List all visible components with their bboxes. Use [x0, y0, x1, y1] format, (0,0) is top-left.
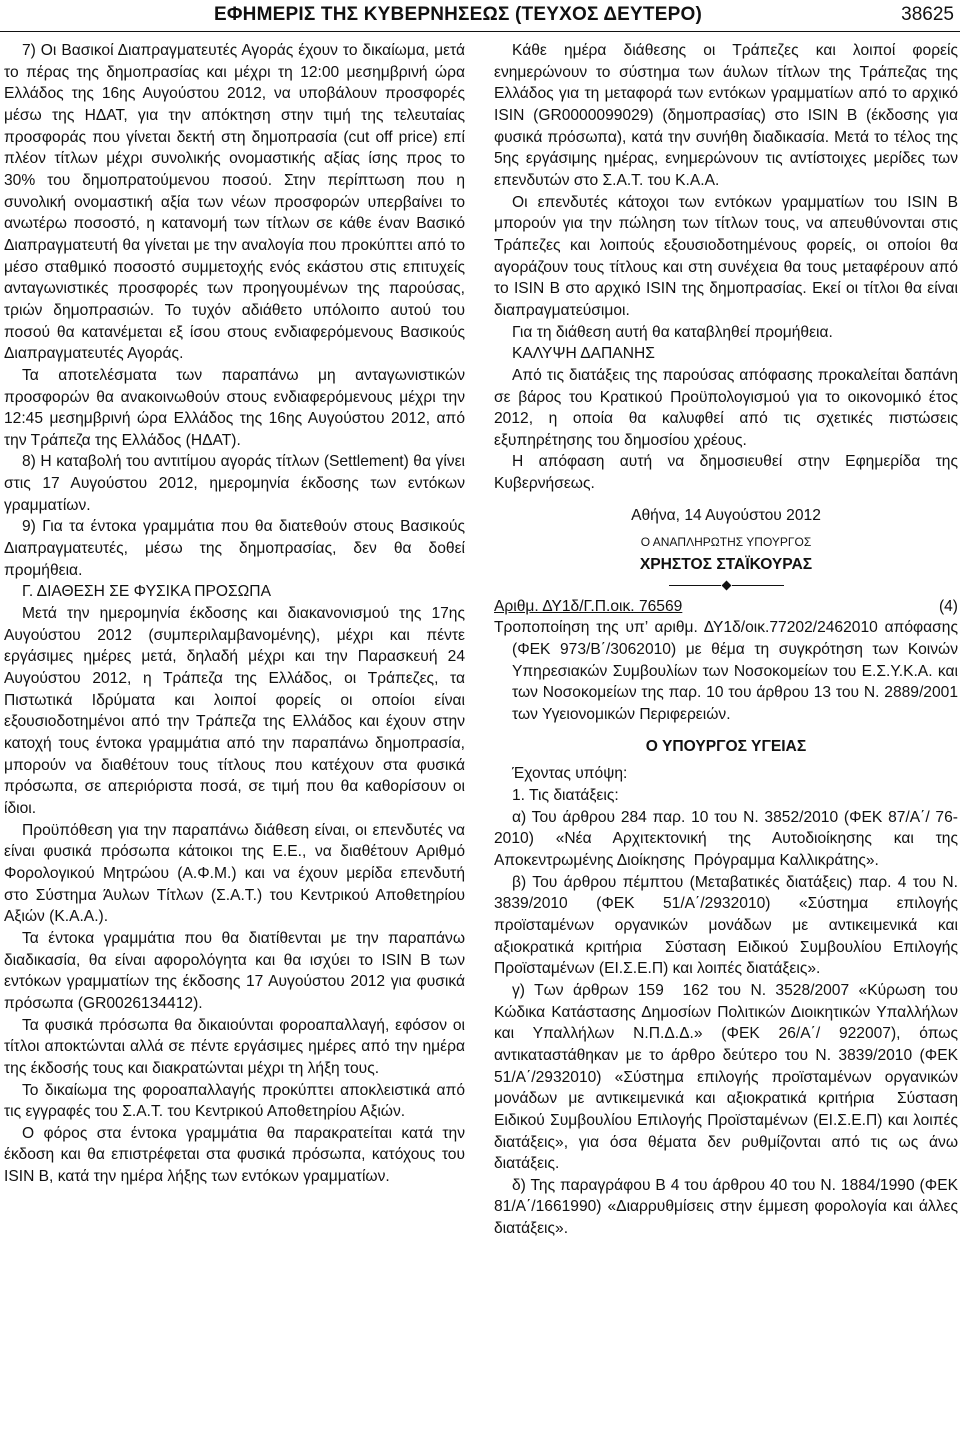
paragraph: 9) Για τα έντοκα γραμμάτια που θα διατεθούν στους Βασικούς Διαπραγματευτές, μέσω της δημοπρασίας, δεν θα δοθεί προμήθεια.	[4, 518, 465, 579]
diamond-icon	[721, 581, 731, 591]
paragraph: Τα φυσικά πρόσωπα θα δικαιούνται φοροαπαλλαγή, εφόσον οι τίτλοι αποκτώνται αλλά σε πέντε εργάσιμες ημέρες από την ημέρα της έκδοσής τους και διακρατώνται μέχρι τη λήξη τους.	[4, 1016, 465, 1077]
header-rule	[0, 31, 960, 32]
signatory-name: ΧΡΗΣΤΟΣ ΣΤΑΪΚΟΥΡΑΣ	[639, 556, 813, 574]
paragraph: Προϋπόθεση για την παραπάνω διάθεση είναι, οι επενδυτές να είναι φυσικά πρόσωπα κάτοικοι της Ε.Ε., να διαθέτουν Αριθμό Φορολογικού Μητρώου (Α.Φ.Μ.) και να έχουν μερίδα επενδυτή στο Σύστημα Άυλων Τίτλων (Σ.Α.Τ.) του Κεντρικού Αποθετηρίου Αξιών (Κ.Α.Α.).	[4, 821, 465, 926]
paragraph: Τα έντοκα γραμμάτια που θα διατίθενται με την παραπάνω διαδικασία, θα είναι αφορολόγητα και θα ισχύει το ISIN B των εντόκων γραμματίων της έκδοσης 17 Αυγούστου 2012 για φυσικά πρόσωπα (GR0026134412).	[4, 929, 465, 1012]
provision-item: β) Του άρθρου πέμπτου (Μεταβατικές διατάξεις) παρ. 4 του Ν. 3839/2010 (ΦΕΚ 51/Α΄/2932010) «Σύστημα επιλογής προϊσταμένων οργανικών μονάδων με αντικειμενικά και αξιοκρατικά κριτήρια Σύσταση Ειδικού Συμβουλίου Επιλογής Προϊσταμένων (ΕΙ.Σ.Ε.Π) και λοιπές διατάξεις».	[494, 873, 958, 978]
paragraph: Μετά την ημερομηνία έκδοσης και διακανονισμού της 17ης Αυγούστου 2012 (συμπεριλαμβανομένης), μέχρι και πέντε εργάσιμες ημέρες μετά, δηλαδή μέχρι και την Παρασκευή 24 Αυγούστου 2012, η Τράπεζα της Ελλάδος, οι Τράπεζες, τα Πιστωτικά Ιδρύματα και λοιποί φορείς οι οποίοι είναι εξουσιοδοτημένοι από την Τράπεζα της Ελλάδος και έχουν στην κατοχή τους έντοκα γραμμάτια από την παραπάνω δημοπρασία, μπορούν να διαθέτουν τους τίτλους που κατέχουν στα φυσικά πρόσωπα, σε απεριόριστα ποσά, σε τιμή που θα καθορίσουν οι ίδιοι.	[4, 605, 465, 817]
right-column	[494, 40, 958, 1240]
divider	[494, 576, 958, 596]
paragraph: Τα αποτελέσματα των παραπάνω μη ανταγωνιστικών προσφορών θα ανακοινωθούν στους ενδιαφερόμενους μέχρι την 12:45 μεσημβρινή ώρα Ελλάδος της 16ης Αυγούστου 2012, από την Τράπεζα της Ελλάδος (ΗΔΑΤ).	[4, 366, 465, 449]
paragraph: Οι επενδυτές κάτοχοι των εντόκων γραμματίων του ISIN B μπορούν για την πώληση των τίτλων τους, να απευθύνονται στις Τράπεζες και λοιπούς εξουσιοδοτημένους φορείς, οι οποίοι θα αγοράζουν τους τίτλους και στη συνέχεια θα τους μεταφέρουν από το ISIN B στο αρχικό ISIN της δημοπρασίας. Εκεί οι τίτλοι θα είναι διαπραγματεύσιμοι.	[494, 193, 958, 319]
paragraph: Από τις διατάξεις της παρούσας απόφασης προκαλείται δαπάνη σε βάρος του Κρατικού Προϋπολογισμού για το οικονομικό έτος 2012, η οποία θα καλυφθεί από τις σχετικές πιστώσεις εξυπηρέτησης του δημοσίου χρέους.	[494, 366, 958, 449]
spacer	[494, 495, 958, 505]
divider-line	[669, 585, 721, 586]
paragraph: Το δικαίωμα της φοροαπαλλαγής προκύπτει αποκλειστικά από τις εγγραφές του Σ.Α.Τ. του Κεντρικού Αποθετηρίου Αξιών.	[4, 1081, 465, 1121]
gazette-title: ΕΦΗΜΕΡΙΣ ΤΗΣ ΚΥΒΕΡΝΗΣΕΩΣ (ΤΕΥΧΟΣ ΔΕΥΤΕΡΟ)	[214, 4, 702, 25]
paragraph: Η απόφαση αυτή να δημοσιευθεί στην Εφημερίδα της Κυβερνήσεως.	[494, 453, 958, 493]
paragraph: 7) Οι Βασικοί Διαπραγματευτές Αγοράς έχουν το δικαίωμα, μετά το πέρας της δημοπρασίας και μέχρι τη 12:00 μεσημβρινή ώρα Ελλάδος της 16ης Αυγούστου 2012, να υποβάλουν προσφορές μέσω της ΗΔΑΤ, για την απόκτηση στην τιμή της τελευταίας προσφοράς που γίνεται δεκτή στη δημοπρασία (cut off price) επί πλέον τίτλων μέχρι συνολικής ονομαστικής αξίας ίσης προς το 30% του δημοπρατούμενου ποσού. Στην περίπτωση που η συνολική ονομαστική αξία των νέων προσφορών υπερβαίνει το ανωτέρω ποσοστό, η κατανομή των τίτλων σε κάθε έναν Βασικό Διαπραγματευτή θα γίνεται με την αναλογία που προκύπτει από το μέσο σταθμικό ποσοστό συμμετοχής ενός εκάστου στις επιτυχείς ανταγωνιστικές προσφορές των προηγουμένων της παρούσας, τριών δημοπρασιών. Το τυχόν αδιάθετο υπόλοιπο αυτού του ποσού θα κατανέμεται εξ ίσου στους ενδιαφερόμενους Βασικούς Διαπραγματευτές Αγοράς.	[4, 42, 465, 363]
page-header	[0, 0, 960, 36]
provision-item: δ) Της παραγράφου Β 4 του άρθρου 40 του Ν. 1884/1990 (ΦΕΚ 81/Α΄/1661990) «Διαρρυθμίσεις στην έμμεση φορολογία και άλλες διατάξεις».	[494, 1176, 958, 1238]
section-heading: Γ. ΔΙΑΘΕΣΗ ΣΕ ΦΥΣΙΚΑ ΠΡΟΣΩΠΑ	[22, 583, 271, 601]
signatory-title: Ο ΑΝΑΠΛΗΡΩΤΗΣ ΥΠΟΥΡΓΟΣ	[640, 535, 812, 550]
reference-index: (4)	[938, 597, 958, 615]
paragraph: Ο φόρος στα έντοκα γραμμάτια θα παρακρατείται κατά την έκδοση και θα επιστρέφεται στα φυσικά πρόσωπα, κατόχους του ISIN B, κατά την ημέρα λήξης των εντόκων γραμματίων.	[4, 1124, 465, 1186]
having-regard: Έχοντας υπόψη:	[512, 765, 628, 783]
left-column	[4, 40, 465, 1188]
divider-line	[732, 585, 784, 586]
decision-subject: Τροποποίηση της υπ’ αριθμ. ΔΥ1δ/οικ.77202/2462010 απόφασης (ΦΕΚ 973/Β΄/3062010) με θέμα τη συγκρότηση των Κοινών Υπηρεσιακών Συμβουλίων των Νοσοκομείων του Ε.Σ.Υ.Κ.Α. και των Νοσοκομείων της παρ. 10 του άρθρου 13 του Ν. 2889/2001 των Υγειονομικών Περιφερειών.	[494, 619, 958, 724]
spacer	[494, 726, 958, 736]
reference-row	[494, 596, 958, 618]
provision-item: γ) Των άρθρων 159 162 του Ν. 3528/2007 «Κύρωση του Κώδικα Κατάστασης Δημοσίων Πολιτικών Διοικητικών Υπαλλήλων και Υπαλλήλων Ν.Π.Δ.Δ.» (ΦΕΚ 26/Α΄/ 922007), όπως αντικαταστάθηκαν με το άρθρο δεύτερο του Ν. 3839/2010 (ΦΕΚ 51/Α΄/2932010) «Σύστημα επιλογής προϊσταμένων οργανικών μονάδων με αντικειμενικά και αξιοκρατικά κριτήρια Σύσταση Ειδικού Συμβουλίου Επιλογής Προϊσταμένων (ΕΙ.Σ.Ε.Π) και λοιπές διατάξεις», για όσα θέματα δεν ρυθμίζονται από τις ως άνω διατάξεις.	[494, 981, 958, 1173]
reference-number: Αριθμ. ΔΥ1δ/Γ.Π.οικ. 76569	[494, 597, 683, 615]
page-number: 38625	[901, 4, 954, 25]
paragraph: Για τη διάθεση αυτή θα καταβληθεί προμήθεια.	[512, 323, 833, 341]
paragraph: 8) Η καταβολή του αντιτίμου αγοράς τίτλων (Settlement) θα γίνει στις 17 Αυγούστου 2012, ημερομηνία έκδοσης των εντόκων γραμματίων.	[4, 453, 465, 514]
section-heading: ΚΑΛΥΨΗ ΔΑΠΑΝΗΣ	[512, 345, 655, 363]
minister-heading: Ο ΥΠΟΥΡΓΟΣ ΥΓΕΙΑΣ	[645, 737, 807, 755]
place-date: Αθήνα, 14 Αυγούστου 2012	[631, 506, 821, 524]
provisions-label: 1. Τις διατάξεις:	[512, 787, 619, 804]
provision-item: α) Του άρθρου 284 παρ. 10 του Ν. 3852/2010 (ΦΕΚ 87/Α΄/ 762010) «Νέα Αρχιτεκτονική της Αυτοδιοίκησης και της Αποκεντρωμένης Διοίκησης Πρόγραμμα Καλλικράτης».	[494, 808, 958, 869]
paragraph: Κάθε ημέρα διάθεσης οι Τράπεζες και λοιποί φορείς ενημερώνουν το σύστημα των άυλων τίτλων της Τράπεζας της Ελλάδος για τη μεταφορά των εντόκων γραμματίων από το αρχικό ISIN (GR0000099029) (δημοπρασίας) στο ISIN B (έκδοσης για φυσικά πρόσωπα), κατά την συνήθη διαδικασία. Μετά το τέλος της 5ης εργάσιμης ημέρας, ενημερώνουν τις αντίστοιχες μερίδες των επενδυτών στο Σ.Α.Τ. του Κ.Α.Α.	[494, 42, 958, 189]
